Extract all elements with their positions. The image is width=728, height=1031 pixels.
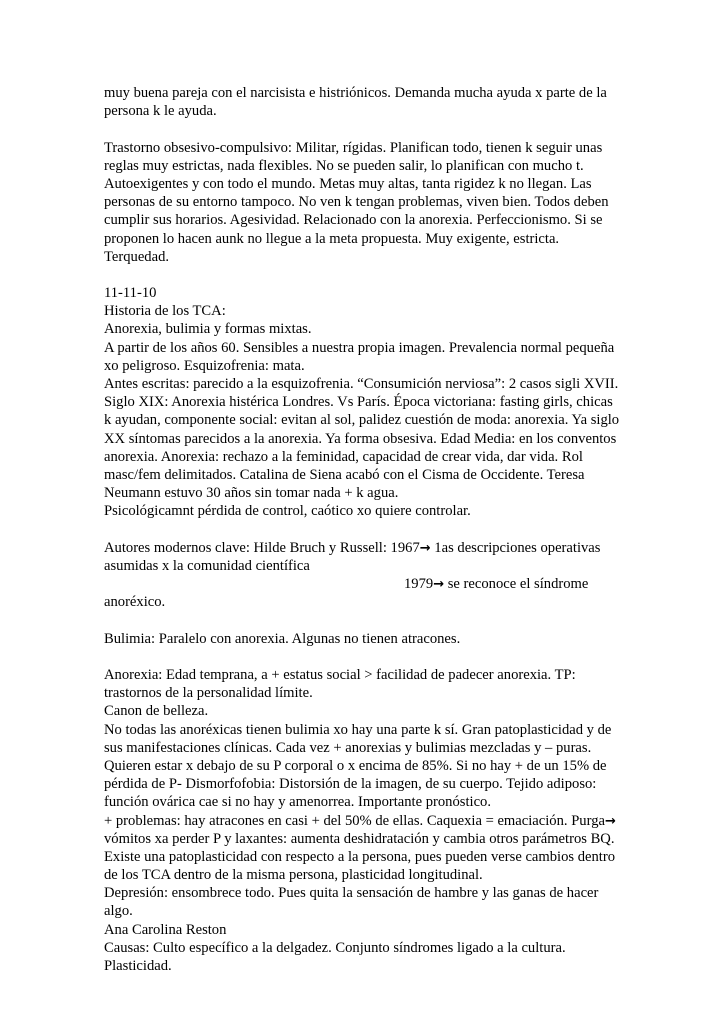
text-line: pérdida de P- Dismorfofobia: Distorsión de la imagen, de su cuerpo. Tejido adiposo: [104, 776, 597, 793]
paragraph-bulimia [104, 630, 640, 648]
text-line: XX síntomas parecidos a la anorexia. Ya forma obsesiva. Edad Media: en los conventos [104, 430, 617, 447]
arrow-right-icon: → [419, 540, 431, 556]
date-line: 11-11-10 [104, 285, 157, 302]
text-line: xo peligroso. Esquizofrenia: mata. [104, 357, 305, 374]
text-line: Canon de belleza. [104, 703, 209, 720]
text-line: algo. [104, 903, 133, 920]
text-line: Antes escritas: parecido a la esquizofrenia. “Consumición nerviosa”: 2 casos sigli XVII. [104, 376, 619, 392]
text-line: reglas muy estrictas, nada flexibles. No se pueden salir, lo planifican con mucho t. [104, 157, 584, 174]
text-line: de los TCA dentro de la misma persona, plasticidad longitudinal. [104, 867, 483, 884]
text-line: anorexia. Anorexia: rechazo a la feminidad, capacidad de crear vida, dar vida. Rol [104, 448, 583, 465]
text-line: Anorexia: Edad temprana, a + estatus social > facilidad de padecer anorexia. TP: [104, 667, 576, 683]
text-span: se reconoce el síndrome [444, 576, 589, 593]
text-line: Siglo XIX: Anorexia histérica Londres. Vs París. Época victoriana: fasting girls, chicas [104, 394, 613, 411]
document-page [104, 84, 640, 975]
text-line: Terquedad. [104, 248, 170, 265]
text-span: 1as descripciones operativas [430, 539, 601, 556]
text-line: k ayudan, componente social: evitan al sol, palidez cuestión de moda: anorexia. Ya siglo [104, 412, 620, 429]
text-line: muy buena pareja con el narcisista e histriónicos. Demanda mucha ayuda x parte de la [104, 85, 607, 101]
text-line: sus manifestaciones clínicas. Cada vez + anorexias y bulimias mezcladas y – puras. [104, 739, 592, 756]
paragraph-narcisista [104, 84, 640, 120]
text-line: cumplir sus horarios. Agesividad. Relacionado con la anorexia. Perfeccionismo. Si se [104, 212, 603, 229]
section-heading: Historia de los TCA: [104, 303, 226, 320]
text-line: Bulimia: Paralelo con anorexia. Algunas no tienen atracones. [104, 630, 461, 647]
text-line: asumidas x la comunidad científica [104, 557, 310, 574]
text-line: Neumann estuvo 30 años sin tomar nada + k agua. [104, 485, 399, 502]
text-line: personas de su entorno tampoco. No ven k tengan problemas, viven bien. Todos deben [104, 194, 609, 211]
text-span: 1979 [404, 576, 434, 593]
text-line: Plasticidad. [104, 958, 172, 974]
text-line: vómitos xa perder P y laxantes: aumenta deshidratación y cambia otros parámetros BQ. [104, 830, 615, 847]
text-line: Trastorno obsesivo-compulsivo: Militar, rígidas. Planifican todo, tienen k seguir unas [104, 139, 603, 156]
text-line: persona k le ayuda. [104, 103, 217, 120]
text-line: Quieren estar x debajo de su P corporal o x encima de 85%. Si no hay + de un 15% de [104, 757, 607, 774]
text-span: + problemas: hay atracones en casi + del 50% de ellas. Caquexia = emaciación. Purga [104, 812, 605, 829]
paragraph-autores [104, 539, 640, 612]
text-line: Psicológicamnt pérdida de control, caótico xo quiere controlar. [104, 503, 471, 520]
text-line: masc/fem delimitados. Catalina de Siena acabó con el Cisma de Occidente. Teresa [104, 466, 585, 483]
text-line: A partir de los años 60. Sensibles a nuestra propia imagen. Prevalencia normal pequeña [104, 339, 615, 356]
text-line [104, 812, 640, 830]
paragraph-anorexia [104, 666, 640, 975]
text-line [104, 539, 640, 557]
text-line: Depresión: ensombrece todo. Pues quita la sensación de hambre y las ganas de hacer [104, 885, 599, 902]
text-line [104, 575, 640, 593]
text-line: Existe una patoplasticidad con respecto a la persona, pues pueden verse cambios dentro [104, 848, 616, 865]
arrow-right-icon: → [604, 813, 616, 829]
text-line: Anorexia, bulimia y formas mixtas. [104, 321, 312, 338]
text-line: Ana Carolina Reston [104, 921, 227, 938]
text-line: No todas las anoréxicas tienen bulimia xo hay una parte k sí. Gran patoplasticidad y de [104, 721, 612, 738]
paragraph-historia [104, 284, 640, 520]
text-line: Autoexigentes y con todo el mundo. Metas muy altas, tanta rigidez k no llegan. Las [104, 175, 592, 192]
text-span: Autores modernos clave: Hilde Bruch y Russell: 1967 [104, 539, 420, 556]
paragraph-toc [104, 139, 640, 266]
text-line: función ovárica cae si no hay y amenorrea. Importante pronóstico. [104, 794, 491, 811]
text-line: trastornos de la personalidad límite. [104, 685, 313, 702]
arrow-right-icon: → [433, 577, 445, 593]
text-line: Causas: Culto específico a la delgadez. Conjunto síndromes ligado a la cultura. [104, 939, 566, 956]
text-line: anoréxico. [104, 594, 166, 611]
text-line: proponen lo hacen aunk no llegue a la meta propuesta. Muy exigente, estricta. [104, 230, 560, 247]
